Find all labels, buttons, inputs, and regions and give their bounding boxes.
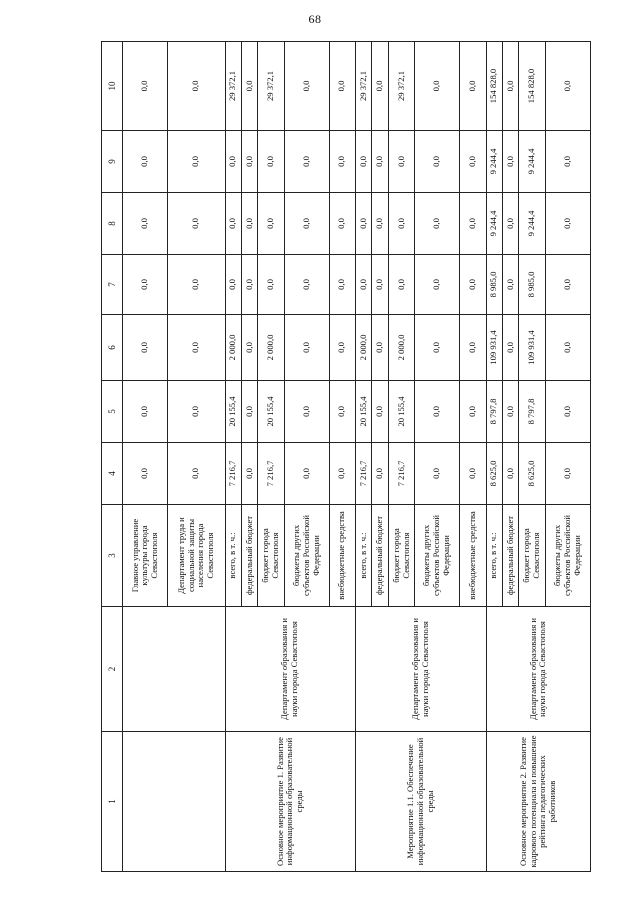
table-cell: 0,0 xyxy=(225,131,241,193)
table-cell: 0,0 xyxy=(284,131,329,193)
table-cell: бюджет города Севастополя xyxy=(258,505,285,607)
table-cell: 0,0 xyxy=(241,381,257,443)
table-cell: 0,0 xyxy=(168,315,225,381)
table-cell: 0,0 xyxy=(460,131,487,193)
header-cell: 1 xyxy=(102,732,123,872)
table-row xyxy=(486,42,502,872)
table-cell: 0,0 xyxy=(225,255,241,315)
table-cell: бюджет города Севастополя xyxy=(519,505,546,607)
table-cell: 0,0 xyxy=(241,255,257,315)
table-cell: 8 797,8 xyxy=(519,381,546,443)
table-cell: 0,0 xyxy=(241,131,257,193)
table-cell: федеральный бюджет xyxy=(503,505,519,607)
table-cell: 0,0 xyxy=(168,42,225,131)
header-cell: 10 xyxy=(102,42,123,131)
table-cell: 20 155,4 xyxy=(356,381,372,443)
table-cell: 7 216,7 xyxy=(225,443,241,505)
table-cell: 0,0 xyxy=(329,131,356,193)
table-cell: 0,0 xyxy=(241,443,257,505)
header-cell: 4 xyxy=(102,443,123,505)
table-cell: 0,0 xyxy=(284,42,329,131)
table-row xyxy=(225,42,241,872)
table-cell: 0,0 xyxy=(329,193,356,255)
table-cell: 0,0 xyxy=(241,193,257,255)
table-cell: 0,0 xyxy=(329,42,356,131)
table-row xyxy=(123,42,168,872)
table-cell: 9 244,4 xyxy=(519,193,546,255)
table-cell: 2 000,0 xyxy=(225,315,241,381)
table-cell: 7 216,7 xyxy=(356,443,372,505)
table-cell: 29 372,1 xyxy=(356,42,372,131)
table-cell: 0,0 xyxy=(503,255,519,315)
table-cell: 0,0 xyxy=(329,315,356,381)
table-cell: 29 372,1 xyxy=(225,42,241,131)
rotated-table-container xyxy=(101,42,591,872)
table-cell: 0,0 xyxy=(168,381,225,443)
table-cell: 9 244,4 xyxy=(486,193,502,255)
table-cell: 0,0 xyxy=(372,255,388,315)
table-cell: 0,0 xyxy=(545,131,590,193)
table-cell: 8 625,0 xyxy=(486,443,502,505)
table-cell: 0,0 xyxy=(258,255,285,315)
table-cell: 29 372,1 xyxy=(258,42,285,131)
table-cell: 0,0 xyxy=(545,443,590,505)
table-cell: Основное мероприятие 1. Развитие информационной образовательной среды xyxy=(225,732,356,872)
table-cell: 0,0 xyxy=(388,255,415,315)
table-cell: 0,0 xyxy=(415,255,460,315)
table-cell: 0,0 xyxy=(503,381,519,443)
table-cell: федеральный бюджет xyxy=(372,505,388,607)
table-cell: 0,0 xyxy=(545,315,590,381)
table-cell: всего, в т. ч.: xyxy=(356,505,372,607)
table-cell: 7 216,7 xyxy=(388,443,415,505)
table-cell: 8 985,0 xyxy=(486,255,502,315)
table-cell: 0,0 xyxy=(415,42,460,131)
table-cell: 154 828,0 xyxy=(519,42,546,131)
table-cell: 0,0 xyxy=(388,193,415,255)
table-cell: 0,0 xyxy=(168,443,225,505)
table-cell: 20 155,4 xyxy=(388,381,415,443)
table-cell: Основное мероприятие 2. Развитие кадрового потенциала и повышение рейтинга педагогических работников xyxy=(486,732,590,872)
table-cell: 0,0 xyxy=(415,131,460,193)
table-cell: 8 797,8 xyxy=(486,381,502,443)
table-cell: 0,0 xyxy=(372,193,388,255)
table-cell: 0,0 xyxy=(372,131,388,193)
header-cell: 3 xyxy=(102,505,123,607)
table-cell: 0,0 xyxy=(503,193,519,255)
table-cell: 109 931,4 xyxy=(486,315,502,381)
table-cell: всего, в т. ч.: xyxy=(486,505,502,607)
header-cell: 6 xyxy=(102,315,123,381)
table-cell: 7 216,7 xyxy=(258,443,285,505)
table-cell: 0,0 xyxy=(460,315,487,381)
table-cell: 0,0 xyxy=(225,193,241,255)
table-cell: 0,0 xyxy=(284,443,329,505)
table-cell: Мероприятие 1.1. Обеспечение информационной образовательной среды xyxy=(356,732,487,872)
table-cell: 0,0 xyxy=(415,193,460,255)
table-cell: 20 155,4 xyxy=(225,381,241,443)
table-cell: 0,0 xyxy=(168,131,225,193)
table-cell: внебюджетные средства xyxy=(460,505,487,607)
table-cell: федеральный бюджет xyxy=(241,505,257,607)
budget-table xyxy=(101,41,591,872)
table-cell: 0,0 xyxy=(123,255,168,315)
table-cell: всего, в т. ч.: xyxy=(225,505,241,607)
header-cell: 7 xyxy=(102,255,123,315)
table-cell: 0,0 xyxy=(123,443,168,505)
table-cell: 0,0 xyxy=(284,255,329,315)
table-row xyxy=(356,42,372,872)
table-cell: 8 625,0 xyxy=(519,443,546,505)
table-cell: 0,0 xyxy=(123,193,168,255)
table-cell: 9 244,4 xyxy=(486,131,502,193)
table-cell: 0,0 xyxy=(356,255,372,315)
table-cell: 0,0 xyxy=(503,315,519,381)
table-cell: 0,0 xyxy=(123,381,168,443)
table-cell xyxy=(123,732,225,872)
table-cell: 0,0 xyxy=(356,193,372,255)
table-cell: 0,0 xyxy=(460,255,487,315)
table-cell: 20 155,4 xyxy=(258,381,285,443)
table-cell: бюджет города Севастополя xyxy=(388,505,415,607)
table-cell: Департамент образования и науки города Севастополя xyxy=(486,607,590,732)
table-cell: 109 931,4 xyxy=(519,315,546,381)
table-cell: 0,0 xyxy=(258,193,285,255)
table-cell: Департамент образования и науки города Севастополя xyxy=(225,607,356,732)
table-cell: 0,0 xyxy=(545,42,590,131)
table-cell: 0,0 xyxy=(372,315,388,381)
table-cell: 0,0 xyxy=(356,131,372,193)
table-cell: 0,0 xyxy=(241,315,257,381)
table-cell xyxy=(123,607,225,732)
table-cell: 0,0 xyxy=(168,193,225,255)
table-cell: бюджеты других субъектов Российской Федерации xyxy=(545,505,590,607)
table-cell: 2 000,0 xyxy=(388,315,415,381)
header-cell: 2 xyxy=(102,607,123,732)
table-cell: 0,0 xyxy=(460,193,487,255)
table-cell: 0,0 xyxy=(372,42,388,131)
table-cell: Департамент труда и социальной защиты населения города Севастополя xyxy=(168,505,225,607)
table-cell: 0,0 xyxy=(329,381,356,443)
table-cell: Главное управление культуры города Севастополя xyxy=(123,505,168,607)
table-cell: 0,0 xyxy=(241,42,257,131)
table-cell: 0,0 xyxy=(372,443,388,505)
table-cell: 0,0 xyxy=(415,315,460,381)
table-cell: бюджеты других субъектов Российской Федерации xyxy=(415,505,460,607)
table-cell: 0,0 xyxy=(284,381,329,443)
table-cell: 9 244,4 xyxy=(519,131,546,193)
table-cell: 0,0 xyxy=(329,443,356,505)
table-cell: 0,0 xyxy=(415,381,460,443)
table-cell: 29 372,1 xyxy=(388,42,415,131)
table-cell: 0,0 xyxy=(545,193,590,255)
table-cell: 0,0 xyxy=(123,131,168,193)
table-cell: 154 828,0 xyxy=(486,42,502,131)
table-cell: 0,0 xyxy=(329,255,356,315)
table-cell: 2 000,0 xyxy=(258,315,285,381)
table-cell: 0,0 xyxy=(123,42,168,131)
table-cell: 0,0 xyxy=(388,131,415,193)
table-cell: 0,0 xyxy=(545,255,590,315)
table-cell: 0,0 xyxy=(123,315,168,381)
table-cell: 0,0 xyxy=(168,255,225,315)
table-cell: 0,0 xyxy=(545,381,590,443)
table-cell: 0,0 xyxy=(460,443,487,505)
table-cell: 2 000,0 xyxy=(356,315,372,381)
header-cell: 9 xyxy=(102,131,123,193)
table-cell: 0,0 xyxy=(372,381,388,443)
table-cell: 0,0 xyxy=(284,315,329,381)
page-number: 68 xyxy=(308,12,322,26)
table-cell: 0,0 xyxy=(503,42,519,131)
table-cell: 0,0 xyxy=(460,42,487,131)
header-cell: 8 xyxy=(102,193,123,255)
table-cell: 0,0 xyxy=(503,131,519,193)
table-cell: 0,0 xyxy=(460,381,487,443)
table-cell: 0,0 xyxy=(503,443,519,505)
table-cell: 0,0 xyxy=(258,131,285,193)
table-cell: 0,0 xyxy=(284,193,329,255)
table-cell: внебюджетные средства xyxy=(329,505,356,607)
header-cell: 5 xyxy=(102,381,123,443)
table-cell: 0,0 xyxy=(415,443,460,505)
table-cell: 8 985,0 xyxy=(519,255,546,315)
table-cell: Департамент образования и науки города Севастополя xyxy=(356,607,487,732)
table-cell: бюджеты других субъектов Российской Федерации xyxy=(284,505,329,607)
header-row xyxy=(102,42,123,872)
